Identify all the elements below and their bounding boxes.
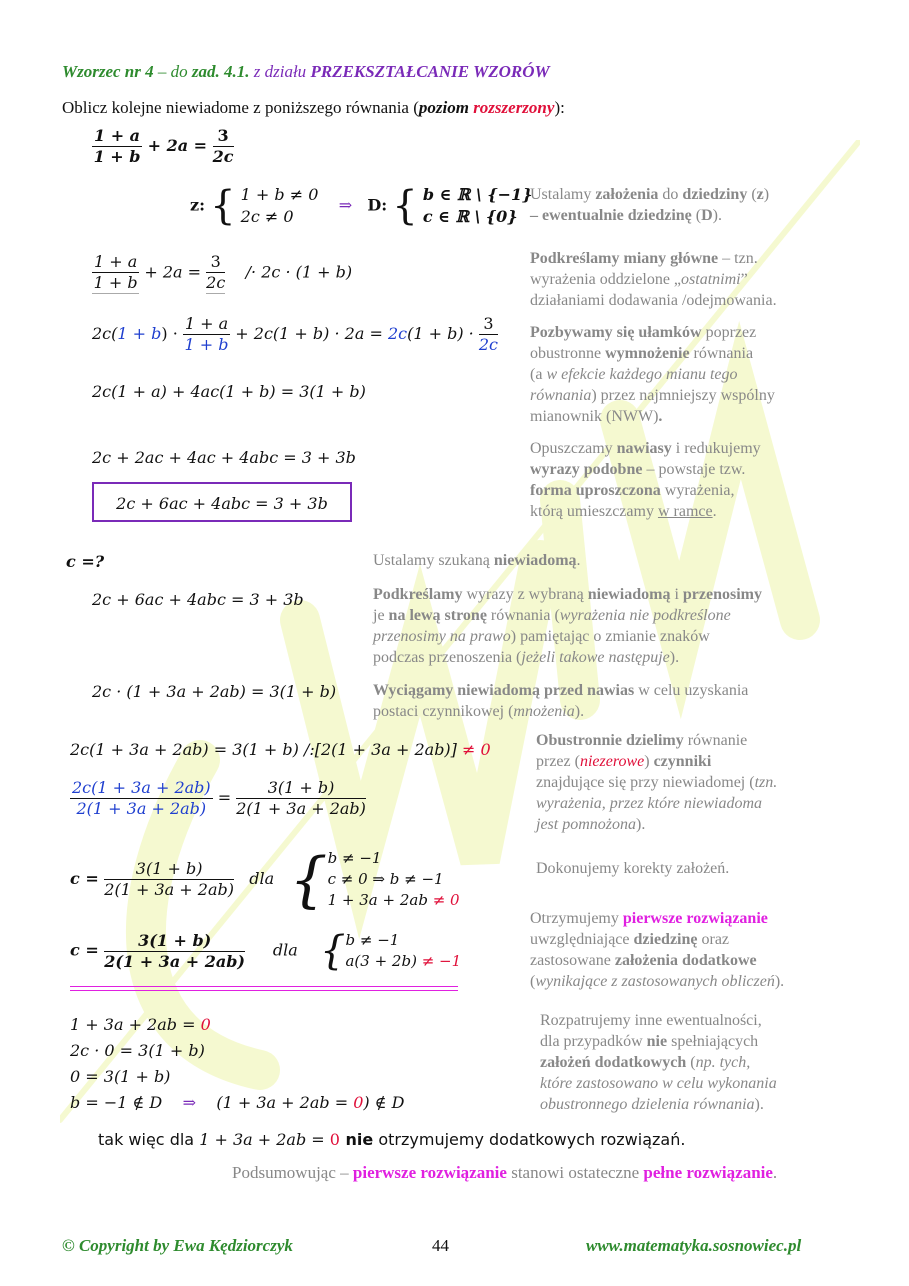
main-equation: $\frac{1 + a}{1 + b}$ + 2a = $\frac{3}{2c}$	[93, 126, 234, 166]
part2-eq4: $\frac{2c(1 + 3a + 2ab)}{2(1 + 3a + 2ab)}$ = $\frac{3(1 + b)}{2(1 + 3a + 2ab)}$	[72, 778, 366, 818]
summary: Podsumowując – pierwsze rozwiązanie stanowi ostateczne pełne rozwiązanie.	[232, 1163, 778, 1182]
case-analysis: 1 + 3a + 2ab = 0 2c · 0 = 3(1 + b) 0 = 3(1 + b) b = −1 ∉ D ⇒ (1 + 3a + 2ab = 0) ∉ D	[70, 1015, 405, 1112]
comment-first-solution: Otrzymujemy pierwsze rozwiązanie uwzględniające dziedzinę oraz zastosowane założenia dodatkowe (wynikające z zastosowanych obliczeń).	[530, 910, 785, 990]
page-number: 44	[432, 1236, 449, 1255]
boxed-equation: 2c + 6ac + 4abc = 3 + 3b	[92, 482, 352, 522]
conclusion: tak więc dla 1 + 3a + 2ab = 0 nie otrzymujemy dodatkowych rozwiązań.	[98, 1130, 686, 1149]
intro-text: Oblicz kolejne niewiadome z poniższego równania (poziom rozszerzony):	[62, 98, 565, 117]
step-2: 2c(1 + b) · $\frac{1 + a}{1 + b}$ + 2c(1 + b) · 2a = 2c(1 + b) · $\frac{3}{2c}$	[92, 314, 498, 354]
double-underline	[70, 986, 458, 991]
footer-copyright: © Copyright by Ewa Kędziorczyk	[62, 1236, 293, 1255]
comment-factor: Wyciągamy niewiadomą przed nawias w celu uzyskania postaci czynnikowej (mnożenia).	[373, 682, 749, 720]
comment-underline: Podkreślamy wyrazy z wybraną niewiadomą i przenosimy je na lewą stronę równania (wyrażenia nie podkreślone przenosimy na prawo) pamiętając o zmianie znaków podczas przenoszenia (jeżeli takowe następuje).	[373, 586, 762, 666]
comment-denominators: Podkreślamy miany główne – tzn. wyrażenia oddzielone „ostatnimi” działaniami dodawania /odejmowania.	[530, 250, 777, 309]
comment-correct: Dokonujemy korekty założeń.	[536, 860, 730, 877]
part2-eq3: 2c(1 + 3a + 2ab) = 3(1 + b) /:[2(1 + 3a + 2ab)] ≠ 0	[70, 740, 491, 759]
part2-eq1: 2c + 6ac + 4abc = 3 + 3b	[92, 590, 304, 609]
part2-eq5: c = $\frac{3(1 + b)}{2(1 + 3a + 2ab)}$ dla { b ≠ −1 c ≠ 0 ⇒ b ≠ −1 1 + 3a + 2ab ≠ 0	[70, 844, 460, 915]
footer-site-link[interactable]: www.matematyka.sosnowiec.pl	[586, 1236, 802, 1255]
comment-simplify: Opuszczamy nawiasy i redukujemy wyrazy podobne – powstaje tzw. forma uproszczona wyrażenia, którą umieszczamy w ramce.	[530, 440, 761, 520]
step-1: $\frac{1 + a}{1 + b}$ + 2a = $\frac{3}{2c}$ /· 2c · (1 + b)	[93, 252, 353, 292]
comment-divide: Obustronnie dzielimy równanie przez (niezerowe) czynniki znajdujące się przy niewiadomej (tzn. wyrażenia, przez które niewiadoma jest pomnożona).	[536, 732, 778, 833]
comment-other-cases: Rozpatrujemy inne ewentualności, dla przypadków nie spełniających założeń dodatkowych (np. tych, które zastosowano w celu wykonania obustronnego dzielenia równania).	[540, 1012, 777, 1113]
comment-domain: Ustalamy założenia do dziedziny (z) – ewentualnie dziedzinę (D).	[530, 186, 770, 224]
page-header: Wzorzec nr 4 – do zad. 4.1. z działu PRZEKSZTAŁCANIE WZORÓW	[62, 62, 550, 81]
step-3: 2c(1 + a) + 4ac(1 + b) = 3(1 + b)	[92, 382, 366, 401]
part2-eq6: c = $\frac{3(1 + b)}{2(1 + 3a + 2ab)}$ dla { b ≠ −1 a(3 + 2b) ≠ −1	[70, 928, 462, 974]
comment-unknown: Ustalamy szukaną niewiadomą.	[373, 552, 581, 569]
comment-fractions: Pozbywamy się ułamków poprzez obustronne wymnożenie równania (a w efekcie każdego mianu tego równania) przez najmniejszy wspólny mianownik (NWW).	[530, 324, 775, 425]
domain-block: z: { 1 + b ≠ 0 2c ≠ 0 ⇒ D: { b ∈ ℝ \ {−1} c ∈ ℝ \ {0}	[190, 183, 533, 229]
unknown-question: c =?	[66, 552, 105, 571]
part2-eq2: 2c · (1 + 3a + 2ab) = 3(1 + b)	[92, 682, 337, 701]
step-4: 2c + 2ac + 4ac + 4abc = 3 + 3b	[92, 448, 356, 467]
